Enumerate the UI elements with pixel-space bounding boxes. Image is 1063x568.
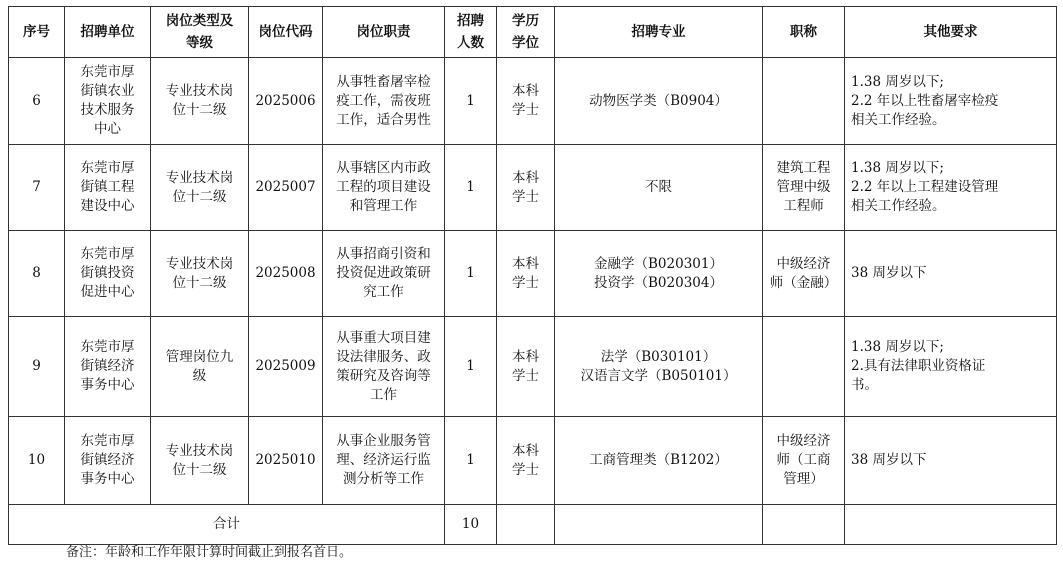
cell-major: 法学（B030101） 汉语言文学（B050101）	[555, 317, 763, 417]
cell-title: 中级经济 师（金融）	[763, 231, 845, 317]
cell-post-code: 2025010	[249, 417, 323, 505]
header-post-code: 岗位代码	[249, 7, 323, 58]
cell-count: 1	[445, 58, 497, 145]
cell-degree: 本科 学士	[497, 145, 555, 231]
total-empty-major	[555, 505, 763, 545]
table-row	[9, 145, 1057, 231]
cell-unit: 东莞市厚 街镇经济 事务中心	[65, 317, 151, 417]
cell-count: 1	[445, 231, 497, 317]
cell-other: 1.38 周岁以下; 2.2 年以上牲畜屠宰检疫 相关工作经验。	[845, 58, 1057, 145]
header-duty: 岗位职责	[323, 7, 445, 58]
cell-unit: 东莞市厚 街镇经济 事务中心	[65, 417, 151, 505]
cell-post-code: 2025006	[249, 58, 323, 145]
cell-post-type: 专业技术岗 位十二级	[151, 231, 249, 317]
cell-post-type: 专业技术岗 位十二级	[151, 58, 249, 145]
cell-count: 1	[445, 417, 497, 505]
cell-unit: 东莞市厚 街镇投资 促进中心	[65, 231, 151, 317]
recruitment-table	[8, 6, 1057, 545]
cell-post-type: 专业技术岗 位十二级	[151, 145, 249, 231]
cell-duty: 从事招商引资和 投资促进政策研 究工作	[323, 231, 445, 317]
footnote: 备注：年龄和工作年限计算时间截止到报名首日。	[66, 545, 353, 560]
cell-major: 工商管理类（B1202）	[555, 417, 763, 505]
header-post-type: 岗位类型及 等级	[151, 7, 249, 58]
header-title: 职称	[763, 7, 845, 58]
cell-post-type: 管理岗位九 级	[151, 317, 249, 417]
cell-unit: 东莞市厚 街镇工程 建设中心	[65, 145, 151, 231]
table-row	[9, 231, 1057, 317]
cell-post-type: 专业技术岗 位十二级	[151, 417, 249, 505]
cell-major: 动物医学类（B0904）	[555, 58, 763, 145]
header-seq: 序号	[9, 7, 65, 58]
cell-post-code: 2025007	[249, 145, 323, 231]
header-count: 招聘 人数	[445, 7, 497, 58]
cell-seq: 6	[9, 58, 65, 145]
cell-post-code: 2025008	[249, 231, 323, 317]
cell-other: 38 周岁以下	[845, 231, 1057, 317]
cell-seq: 8	[9, 231, 65, 317]
total-count: 10	[445, 505, 497, 545]
cell-major: 金融学（B020301） 投资学（B020304）	[555, 231, 763, 317]
cell-title	[763, 58, 845, 145]
cell-degree: 本科 学士	[497, 231, 555, 317]
cell-duty: 从事牲畜屠宰检 疫工作，需夜班 工作，适合男性	[323, 58, 445, 145]
cell-count: 1	[445, 317, 497, 417]
cell-title: 中级经济 师（工商 管理）	[763, 417, 845, 505]
cell-major: 不限	[555, 145, 763, 231]
cell-degree: 本科 学士	[497, 58, 555, 145]
table-row	[9, 58, 1057, 145]
header-row	[9, 7, 1057, 58]
cell-other: 1.38 周岁以下; 2.2 年以上工程建设管理 相关工作经验。	[845, 145, 1057, 231]
total-empty-other	[845, 505, 1057, 545]
cell-other: 38 周岁以下	[845, 417, 1057, 505]
cell-seq: 10	[9, 417, 65, 505]
cell-count: 1	[445, 145, 497, 231]
cell-title: 建筑工程 管理中级 工程师	[763, 145, 845, 231]
total-label: 合计	[9, 505, 445, 545]
header-other: 其他要求	[845, 7, 1057, 58]
table-row	[9, 417, 1057, 505]
cell-seq: 9	[9, 317, 65, 417]
total-empty-title	[763, 505, 845, 545]
cell-duty: 从事重大项目建 设法律服务、政 策研究及咨询等 工作	[323, 317, 445, 417]
cell-other: 1.38 周岁以下; 2.具有法律职业资格证 书。	[845, 317, 1057, 417]
table-row	[9, 317, 1057, 417]
header-unit: 招聘单位	[65, 7, 151, 58]
cell-degree: 本科 学士	[497, 317, 555, 417]
cell-unit: 东莞市厚 街镇农业 技术服务 中心	[65, 58, 151, 145]
cell-title	[763, 317, 845, 417]
cell-degree: 本科 学士	[497, 417, 555, 505]
header-degree: 学历 学位	[497, 7, 555, 58]
cell-post-code: 2025009	[249, 317, 323, 417]
header-major: 招聘专业	[555, 7, 763, 58]
total-row	[9, 505, 1057, 545]
total-empty-degree	[497, 505, 555, 545]
cell-seq: 7	[9, 145, 65, 231]
cell-duty: 从事企业服务管 理、经济运行监 测分析等工作	[323, 417, 445, 505]
cell-duty: 从事辖区内市政 工程的项目建设 和管理工作	[323, 145, 445, 231]
